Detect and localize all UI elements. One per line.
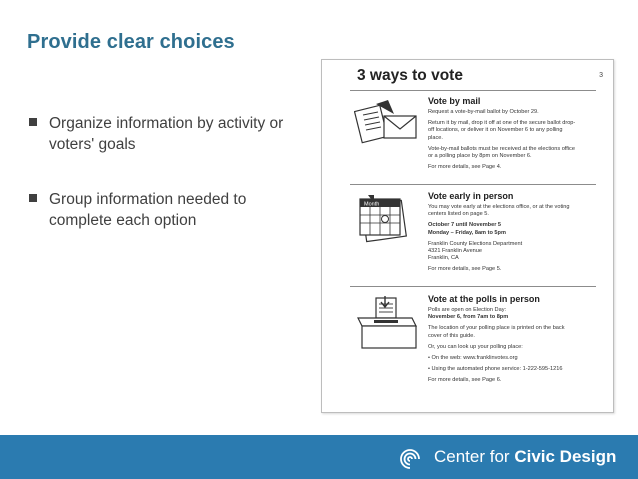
section-text: Return it by mail, drop it off at one of the secure ballot drop- bbox=[428, 120, 576, 127]
section-text: The location of your polling place is printed on the back bbox=[428, 325, 565, 332]
section-text: or a polling place by 8pm on November 6. bbox=[428, 153, 532, 160]
section-text: Franklin, CA bbox=[428, 255, 459, 262]
section-text: November 6, from 7am to 8pm bbox=[428, 314, 509, 321]
footer-bar bbox=[0, 435, 638, 479]
section-text: Franklin County Elections Department bbox=[428, 240, 523, 247]
slide-title: Provide clear choices bbox=[27, 31, 235, 53]
divider bbox=[350, 286, 596, 287]
ballot-box-icon bbox=[354, 296, 420, 352]
section-heading: Vote by mail bbox=[428, 96, 481, 106]
section-text: • On the web: www.franklinvotes.org bbox=[428, 355, 518, 362]
footer-org-strong: Civic Design bbox=[514, 447, 617, 466]
footer-org-prefix: Center for bbox=[434, 447, 515, 466]
bullet-square-icon bbox=[29, 118, 37, 126]
bullet-text: Organize information by activity or voters' goals bbox=[49, 115, 284, 153]
page-title: 3 ways to vote bbox=[357, 67, 463, 84]
section-text: off locations, or deliver it on November 6 to any polling bbox=[428, 127, 563, 134]
section-text: For more details, see Page 5. bbox=[428, 266, 502, 273]
section-text: 4321 Franklin Avenue bbox=[428, 248, 483, 255]
section-text: Or, you can look up your polling place: bbox=[428, 343, 523, 350]
footer-org-name bbox=[434, 447, 616, 467]
section-heading: Vote early in person bbox=[428, 191, 514, 201]
bullet-text: Group information needed to complete each option bbox=[49, 191, 247, 229]
bullet-item bbox=[27, 189, 297, 231]
ballot-guide-page bbox=[321, 59, 614, 413]
section-text: place. bbox=[428, 134, 443, 141]
page-number: 3 bbox=[599, 72, 603, 79]
divider bbox=[350, 90, 596, 91]
bullet-list bbox=[27, 113, 297, 265]
mail-ballot-icon bbox=[354, 98, 420, 148]
section-heading: Vote at the polls in person bbox=[428, 294, 540, 304]
calendar-icon bbox=[354, 193, 420, 247]
section-text: Request a vote-by-mail ballot by October 29. bbox=[428, 109, 539, 115]
bullet-square-icon bbox=[29, 194, 37, 202]
section-text: You may vote early at the elections office, or at the voting bbox=[428, 204, 570, 210]
divider bbox=[350, 184, 596, 185]
section-text: For more details, see Page 6. bbox=[428, 377, 502, 384]
section-text: Polls are open on Election Day: bbox=[428, 307, 507, 313]
bullet-item bbox=[27, 113, 297, 155]
svg-text:Month: Month bbox=[364, 201, 380, 208]
section-text: centers listed on page 5. bbox=[428, 211, 489, 218]
section-text: cover of this guide. bbox=[428, 332, 475, 339]
swirl-logo-icon bbox=[398, 447, 422, 471]
section-text: Vote-by-mail ballots must be received at the elections office bbox=[428, 145, 575, 152]
section-text: • Using the automated phone service: 1-222-595-1216 bbox=[428, 366, 563, 373]
section-text: October 7 until November 5 bbox=[428, 222, 502, 229]
section-text: Monday – Friday, 8am to 5pm bbox=[428, 229, 506, 236]
section-text: For more details, see Page 4. bbox=[428, 164, 502, 171]
